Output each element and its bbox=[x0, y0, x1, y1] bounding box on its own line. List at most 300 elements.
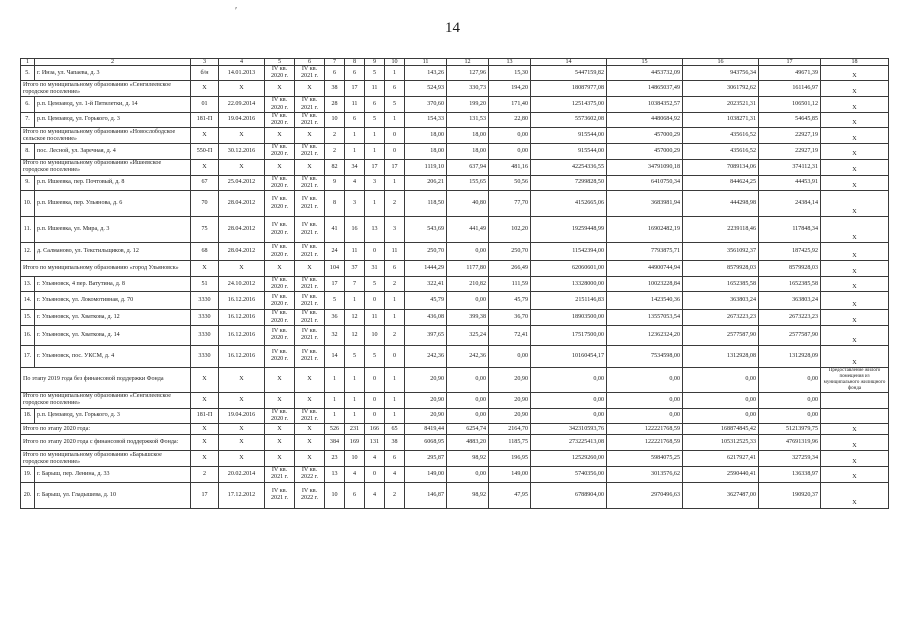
table-cell: 11 bbox=[385, 243, 405, 261]
table-cell: Х bbox=[295, 128, 325, 144]
table-cell: 5573602,08 bbox=[531, 112, 607, 127]
table-cell: IV кв. 2020 г. bbox=[265, 243, 295, 261]
table-row bbox=[21, 277, 889, 292]
table-cell: 20,90 bbox=[489, 367, 531, 392]
table-cell: IV кв. 2021 г. bbox=[295, 112, 325, 127]
table-cell: 28.04.2012 bbox=[219, 243, 265, 261]
table-cell: 4883,20 bbox=[447, 435, 489, 451]
table-cell: IV кв. 2021 г. bbox=[295, 217, 325, 243]
table-cell: 24.10.2012 bbox=[219, 277, 265, 292]
table-cell: 34791090,18 bbox=[607, 159, 683, 175]
table-cell: 322,41 bbox=[405, 277, 447, 292]
table-cell: 16. bbox=[21, 325, 35, 345]
table-cell: 0,00 bbox=[759, 367, 821, 392]
table-cell: 1 bbox=[385, 310, 405, 325]
table-row bbox=[21, 325, 889, 345]
table-cell: 8419,44 bbox=[405, 424, 447, 435]
table-cell: 6 bbox=[365, 97, 385, 112]
column-number: 18 bbox=[821, 59, 889, 66]
table-cell: 13328000,00 bbox=[531, 277, 607, 292]
address-cell: р.п. Ишеевка, пер. Почтовый, д. 8 bbox=[35, 175, 191, 190]
table-cell: 13 bbox=[365, 217, 385, 243]
subtotal-label: Итого по муниципальному образованию «Барышское городское поселение» bbox=[21, 451, 191, 467]
table-cell: Х bbox=[219, 81, 265, 97]
table-cell: 5 bbox=[365, 345, 385, 367]
subtotal-row bbox=[21, 451, 889, 467]
resettlement-table-container bbox=[20, 58, 888, 509]
table-cell: Х bbox=[295, 392, 325, 408]
table-cell: 550-П bbox=[191, 144, 219, 159]
table-cell: 1312928,08 bbox=[683, 345, 759, 367]
table-cell: 194,20 bbox=[489, 81, 531, 97]
address-cell: г. Ульяновск, пос. УКСМ, д. 4 bbox=[35, 345, 191, 367]
table-cell: 1 bbox=[385, 392, 405, 408]
table-cell: 44900744,94 bbox=[607, 261, 683, 277]
table-cell: 47691319,96 bbox=[759, 435, 821, 451]
table-cell: 3330 bbox=[191, 325, 219, 345]
subtotal-row bbox=[21, 81, 889, 97]
table-cell: 5 bbox=[345, 345, 365, 367]
table-cell: 19.04.2016 bbox=[219, 112, 265, 127]
table-cell: 12 bbox=[345, 310, 365, 325]
table-cell: 1 bbox=[345, 292, 365, 310]
table-cell: Х bbox=[219, 392, 265, 408]
table-cell: IV кв. 2021 г. bbox=[295, 408, 325, 423]
table-cell: 20,90 bbox=[405, 408, 447, 423]
table-cell: 25.04.2012 bbox=[219, 175, 265, 190]
column-number: 5 bbox=[265, 59, 295, 66]
table-cell: IV кв. 2020 г. bbox=[265, 66, 295, 81]
table-cell: 210,82 bbox=[447, 277, 489, 292]
table-cell: 1185,75 bbox=[489, 435, 531, 451]
table-cell: 106501,12 bbox=[759, 97, 821, 112]
table-cell: 0,00 bbox=[759, 408, 821, 423]
table-cell: Х bbox=[265, 424, 295, 435]
column-number: 12 bbox=[447, 59, 489, 66]
table-cell: Х bbox=[191, 81, 219, 97]
table-cell: Х bbox=[219, 159, 265, 175]
table-cell: 4152665,06 bbox=[531, 191, 607, 217]
table-cell: 0,00 bbox=[683, 367, 759, 392]
table-cell: 3330 bbox=[191, 310, 219, 325]
table-cell: 22,80 bbox=[489, 112, 531, 127]
table-cell: 51 bbox=[191, 277, 219, 292]
table-cell: 149,00 bbox=[489, 467, 531, 482]
table-cell: 5 bbox=[365, 112, 385, 127]
table-cell: 0,00 bbox=[607, 408, 683, 423]
table-cell: 10. bbox=[21, 191, 35, 217]
table-cell: 1 bbox=[345, 144, 365, 159]
table-cell: 457000,29 bbox=[607, 128, 683, 144]
table-cell: 2 bbox=[385, 482, 405, 508]
table-cell: 1 bbox=[385, 175, 405, 190]
table-cell: 0,00 bbox=[531, 408, 607, 423]
table-cell: 2673223,23 bbox=[759, 310, 821, 325]
table-cell: 6 bbox=[345, 66, 365, 81]
table-cell: Х bbox=[295, 81, 325, 97]
table-row bbox=[21, 310, 889, 325]
table-cell: 543,69 bbox=[405, 217, 447, 243]
table-cell: IV кв. 2021 г. bbox=[265, 482, 295, 508]
table-cell: IV кв. 2020 г. bbox=[265, 345, 295, 367]
table-row bbox=[21, 217, 889, 243]
table-cell: IV кв. 2020 г. bbox=[265, 408, 295, 423]
table-cell: IV кв. 2021 г. bbox=[295, 191, 325, 217]
table-cell: 187425,92 bbox=[759, 243, 821, 261]
table-cell: Х bbox=[295, 451, 325, 467]
table-cell: 161146,97 bbox=[759, 81, 821, 97]
address-cell: г. Барыш, пер. Ленина, д. 33 bbox=[35, 467, 191, 482]
table-cell: 1 bbox=[385, 408, 405, 423]
column-number: 3 bbox=[191, 59, 219, 66]
table-cell: 330,73 bbox=[447, 81, 489, 97]
table-cell: 47,95 bbox=[489, 482, 531, 508]
table-cell: 0,00 bbox=[447, 467, 489, 482]
table-cell: 7534598,00 bbox=[607, 345, 683, 367]
table-cell: 2239118,46 bbox=[683, 217, 759, 243]
column-number: 11 bbox=[405, 59, 447, 66]
table-cell: 01 bbox=[191, 97, 219, 112]
table-cell: IV кв. 2021 г. bbox=[295, 175, 325, 190]
table-cell: Х bbox=[265, 392, 295, 408]
table-cell: 1 bbox=[385, 112, 405, 127]
table-cell: IV кв. 2020 г. bbox=[265, 277, 295, 292]
table-cell: Х bbox=[191, 261, 219, 277]
table-cell: 168874845,42 bbox=[683, 424, 759, 435]
table-cell: 199,20 bbox=[447, 97, 489, 112]
table-cell: 2577587,90 bbox=[683, 325, 759, 345]
column-number: 1 bbox=[21, 59, 35, 66]
table-cell: 0,00 bbox=[683, 408, 759, 423]
table-cell: 342310593,76 bbox=[531, 424, 607, 435]
table-cell: Х bbox=[219, 128, 265, 144]
table-cell: 4 bbox=[365, 451, 385, 467]
table-cell: 24 bbox=[325, 243, 345, 261]
table-cell: 2 bbox=[325, 128, 345, 144]
table-cell: Х bbox=[821, 424, 889, 435]
column-number: 17 bbox=[759, 59, 821, 66]
table-cell: Х bbox=[295, 261, 325, 277]
table-cell: 2577587,90 bbox=[759, 325, 821, 345]
table-cell: 0,00 bbox=[447, 392, 489, 408]
subtotal-label: По этапу 2019 года без финансовой поддержки Фонда bbox=[21, 367, 191, 392]
table-cell: Х bbox=[295, 435, 325, 451]
table-cell: 3 bbox=[345, 191, 365, 217]
table-cell: 5 bbox=[325, 292, 345, 310]
table-cell: Х bbox=[821, 277, 889, 292]
table-cell: 4480684,92 bbox=[607, 112, 683, 127]
table-cell: Х bbox=[821, 467, 889, 482]
table-cell: 444298,98 bbox=[683, 191, 759, 217]
column-number: 2 bbox=[35, 59, 191, 66]
table-cell: 1 bbox=[365, 191, 385, 217]
table-cell: 17517500,00 bbox=[531, 325, 607, 345]
table-cell: 16.12.2016 bbox=[219, 310, 265, 325]
table-cell: Х bbox=[265, 451, 295, 467]
table-cell: 10023228,84 bbox=[607, 277, 683, 292]
table-cell: 17 bbox=[365, 159, 385, 175]
column-number: 15 bbox=[607, 59, 683, 66]
table-cell: 2590440,41 bbox=[683, 467, 759, 482]
table-cell: Х bbox=[265, 435, 295, 451]
address-cell: р.п. Ишеевка, ул. Мира, д. 3 bbox=[35, 217, 191, 243]
table-cell: 3561092,37 bbox=[683, 243, 759, 261]
table-cell: 10 bbox=[345, 451, 365, 467]
column-number: 8 bbox=[345, 59, 365, 66]
table-cell: 18,00 bbox=[447, 128, 489, 144]
table-cell: IV кв. 2021 г. bbox=[295, 325, 325, 345]
table-cell: 10 bbox=[325, 112, 345, 127]
table-cell: 18087977,08 bbox=[531, 81, 607, 97]
table-cell: 49671,39 bbox=[759, 66, 821, 81]
address-cell: д. Салманово, ул. Текстильщиков, д. 12 bbox=[35, 243, 191, 261]
table-cell: 7 bbox=[345, 277, 365, 292]
table-cell: 3 bbox=[365, 175, 385, 190]
table-cell: 399,38 bbox=[447, 310, 489, 325]
table-cell: 2 bbox=[385, 191, 405, 217]
table-cell: 1652385,58 bbox=[683, 277, 759, 292]
table-cell: 11 bbox=[365, 310, 385, 325]
table-cell: 1038271,31 bbox=[683, 112, 759, 127]
table-cell: 5984075,25 bbox=[607, 451, 683, 467]
table-row bbox=[21, 144, 889, 159]
table-cell: 44453,91 bbox=[759, 175, 821, 190]
table-cell: 4 bbox=[345, 467, 365, 482]
table-cell: 20,90 bbox=[489, 392, 531, 408]
table-cell: Х bbox=[821, 325, 889, 345]
table-cell: 1 bbox=[345, 128, 365, 144]
table-cell: 77,70 bbox=[489, 191, 531, 217]
table-cell: 0,00 bbox=[447, 367, 489, 392]
address-cell: г. Ульяновск, ул. Хваткова, д. 12 bbox=[35, 310, 191, 325]
table-cell: Х bbox=[265, 367, 295, 392]
table-cell: 273225413,08 bbox=[531, 435, 607, 451]
table-cell: 14 bbox=[325, 345, 345, 367]
table-cell: IV кв. 2020 г. bbox=[265, 310, 295, 325]
table-cell: 325,24 bbox=[447, 325, 489, 345]
scan-mark: ′ bbox=[235, 6, 238, 17]
column-number: 13 bbox=[489, 59, 531, 66]
table-cell: IV кв. 2021 г. bbox=[295, 277, 325, 292]
table-cell: 6 bbox=[385, 451, 405, 467]
table-cell: 250,70 bbox=[405, 243, 447, 261]
table-cell: 2023521,31 bbox=[683, 97, 759, 112]
address-cell: г. Барыш, ул. Гладышева, д. 10 bbox=[35, 482, 191, 508]
table-cell: 20,90 bbox=[405, 367, 447, 392]
table-cell: 915544,00 bbox=[531, 128, 607, 144]
table-cell: 37 bbox=[345, 261, 365, 277]
table-cell: 250,70 bbox=[489, 243, 531, 261]
table-cell: 22927,19 bbox=[759, 128, 821, 144]
table-cell: IV кв. 2020 г. bbox=[265, 97, 295, 112]
table-row bbox=[21, 66, 889, 81]
table-cell: 7. bbox=[21, 112, 35, 127]
table-cell: 4453732,09 bbox=[607, 66, 683, 81]
table-cell: 6788904,00 bbox=[531, 482, 607, 508]
table-cell: 18,00 bbox=[405, 144, 447, 159]
table-cell: 7089134,06 bbox=[683, 159, 759, 175]
table-cell: 169 bbox=[345, 435, 365, 451]
table-cell: Х bbox=[821, 81, 889, 97]
table-row bbox=[21, 467, 889, 482]
table-cell: Х bbox=[191, 451, 219, 467]
subtotal-label: Итого по муниципальному образованию «Ишеевское городское поселение» bbox=[21, 159, 191, 175]
table-cell: Х bbox=[821, 310, 889, 325]
table-cell: Х bbox=[219, 435, 265, 451]
table-cell: 327259,34 bbox=[759, 451, 821, 467]
table-cell: 7299828,50 bbox=[531, 175, 607, 190]
table-cell: Х bbox=[265, 128, 295, 144]
table-cell: 1 bbox=[345, 408, 365, 423]
table-cell: 206,21 bbox=[405, 175, 447, 190]
table-cell: 19259448,99 bbox=[531, 217, 607, 243]
table-cell: 181-П bbox=[191, 408, 219, 423]
table-cell: 127,96 bbox=[447, 66, 489, 81]
table-cell: 2970496,63 bbox=[607, 482, 683, 508]
table-cell: 3330 bbox=[191, 345, 219, 367]
table-cell: 11 bbox=[345, 97, 365, 112]
table-cell: 51213979,75 bbox=[759, 424, 821, 435]
table-cell: Х bbox=[821, 144, 889, 159]
table-cell: 2673223,23 bbox=[683, 310, 759, 325]
table-cell: 72,41 bbox=[489, 325, 531, 345]
resettlement-table bbox=[20, 58, 889, 509]
table-cell: 11 bbox=[365, 81, 385, 97]
subtotal-row bbox=[21, 261, 889, 277]
table-cell: 14.01.2013 bbox=[219, 66, 265, 81]
table-cell: 17 bbox=[191, 482, 219, 508]
address-cell: пос. Лесной, ул. Заречная, д. 4 bbox=[35, 144, 191, 159]
table-cell: 435616,52 bbox=[683, 144, 759, 159]
table-cell: Х bbox=[821, 97, 889, 112]
table-cell: 3683981,94 bbox=[607, 191, 683, 217]
table-cell: 28 bbox=[325, 97, 345, 112]
table-cell: Х bbox=[821, 217, 889, 243]
table-cell: 435616,52 bbox=[683, 128, 759, 144]
table-cell: 17.12.2012 bbox=[219, 482, 265, 508]
table-cell: 1119,10 bbox=[405, 159, 447, 175]
table-cell: Х bbox=[295, 367, 325, 392]
table-cell: 397,65 bbox=[405, 325, 447, 345]
table-cell: Х bbox=[821, 128, 889, 144]
table-cell: 16 bbox=[345, 217, 365, 243]
table-cell: Х bbox=[821, 345, 889, 367]
table-cell: 524,93 bbox=[405, 81, 447, 97]
table-cell: 1 bbox=[325, 367, 345, 392]
table-cell: 4 bbox=[385, 467, 405, 482]
table-row bbox=[21, 97, 889, 112]
table-cell: 12. bbox=[21, 243, 35, 261]
table-cell: IV кв. 2022 г. bbox=[295, 482, 325, 508]
table-cell: 0,00 bbox=[759, 392, 821, 408]
table-cell: 16.12.2016 bbox=[219, 325, 265, 345]
table-cell: 3 bbox=[385, 217, 405, 243]
table-cell: 637,94 bbox=[447, 159, 489, 175]
table-cell: 6 bbox=[385, 261, 405, 277]
table-cell: 17 bbox=[325, 277, 345, 292]
table-cell: 0 bbox=[365, 392, 385, 408]
table-cell: 1423540,36 bbox=[607, 292, 683, 310]
table-cell: 4 bbox=[345, 175, 365, 190]
table-cell: IV кв. 2021 г. bbox=[295, 66, 325, 81]
table-cell: Х bbox=[821, 191, 889, 217]
table-cell: 31 bbox=[365, 261, 385, 277]
column-number: 10 bbox=[385, 59, 405, 66]
table-cell: 13557053,54 bbox=[607, 310, 683, 325]
table-cell: 104 bbox=[325, 261, 345, 277]
table-cell: 6254,74 bbox=[447, 424, 489, 435]
table-cell: 370,60 bbox=[405, 97, 447, 112]
table-cell: 3627487,00 bbox=[683, 482, 759, 508]
subtotal-row bbox=[21, 367, 889, 392]
table-cell: 190920,37 bbox=[759, 482, 821, 508]
subtotal-label: Итого по этапу 2020 года с финансовой поддержкой Фонда: bbox=[21, 435, 191, 451]
table-cell: Х bbox=[191, 424, 219, 435]
address-cell: г. Ульяновск, ул. Хваткова, д. 14 bbox=[35, 325, 191, 345]
column-number: 9 bbox=[365, 59, 385, 66]
table-cell: 10 bbox=[325, 482, 345, 508]
table-cell: 1 bbox=[345, 367, 365, 392]
table-cell: 36,70 bbox=[489, 310, 531, 325]
table-row bbox=[21, 408, 889, 423]
table-cell: 15,30 bbox=[489, 66, 531, 81]
table-cell: 136338,97 bbox=[759, 467, 821, 482]
table-cell: 363803,24 bbox=[683, 292, 759, 310]
table-cell: 481,16 bbox=[489, 159, 531, 175]
table-cell: 11. bbox=[21, 217, 35, 243]
address-cell: г. Ульяновск, 4 пер. Ватутина, д. 8 bbox=[35, 277, 191, 292]
table-cell: 171,40 bbox=[489, 97, 531, 112]
table-cell: 0 bbox=[365, 367, 385, 392]
table-cell: 0,00 bbox=[447, 292, 489, 310]
subtotal-row bbox=[21, 392, 889, 408]
subtotal-row bbox=[21, 435, 889, 451]
table-cell: Х bbox=[191, 367, 219, 392]
table-row bbox=[21, 292, 889, 310]
table-cell: 1 bbox=[365, 128, 385, 144]
table-cell: 117848,34 bbox=[759, 217, 821, 243]
table-cell: 231 bbox=[345, 424, 365, 435]
table-cell: 8579928,03 bbox=[759, 261, 821, 277]
table-cell: 0 bbox=[385, 144, 405, 159]
table-cell: 98,92 bbox=[447, 482, 489, 508]
table-cell: 19. bbox=[21, 467, 35, 482]
table-cell: Х bbox=[219, 451, 265, 467]
table-cell: Х bbox=[821, 261, 889, 277]
table-cell: 23 bbox=[325, 451, 345, 467]
table-cell: IV кв. 2021 г. bbox=[295, 243, 325, 261]
table-cell: 17 bbox=[345, 81, 365, 97]
table-cell: б/н bbox=[191, 66, 219, 81]
address-cell: р.п. Ишеевка, пер. Ульянова, д. 6 bbox=[35, 191, 191, 217]
table-cell: Х bbox=[821, 159, 889, 175]
table-cell: 67 bbox=[191, 175, 219, 190]
table-cell: 9 bbox=[325, 175, 345, 190]
table-cell: IV кв. 2020 г. bbox=[265, 217, 295, 243]
table-cell: 441,49 bbox=[447, 217, 489, 243]
table-cell: 8579928,03 bbox=[683, 261, 759, 277]
table-cell: 1 bbox=[385, 367, 405, 392]
table-cell: 295,87 bbox=[405, 451, 447, 467]
table-cell: 0,00 bbox=[607, 392, 683, 408]
table-cell: 18. bbox=[21, 408, 35, 423]
table-cell: 28.04.2012 bbox=[219, 191, 265, 217]
table-cell: 6217927,41 bbox=[683, 451, 759, 467]
table-cell: 2 bbox=[191, 467, 219, 482]
table-cell: Х bbox=[821, 451, 889, 467]
table-cell: 1177,80 bbox=[447, 261, 489, 277]
table-cell: 18903500,00 bbox=[531, 310, 607, 325]
